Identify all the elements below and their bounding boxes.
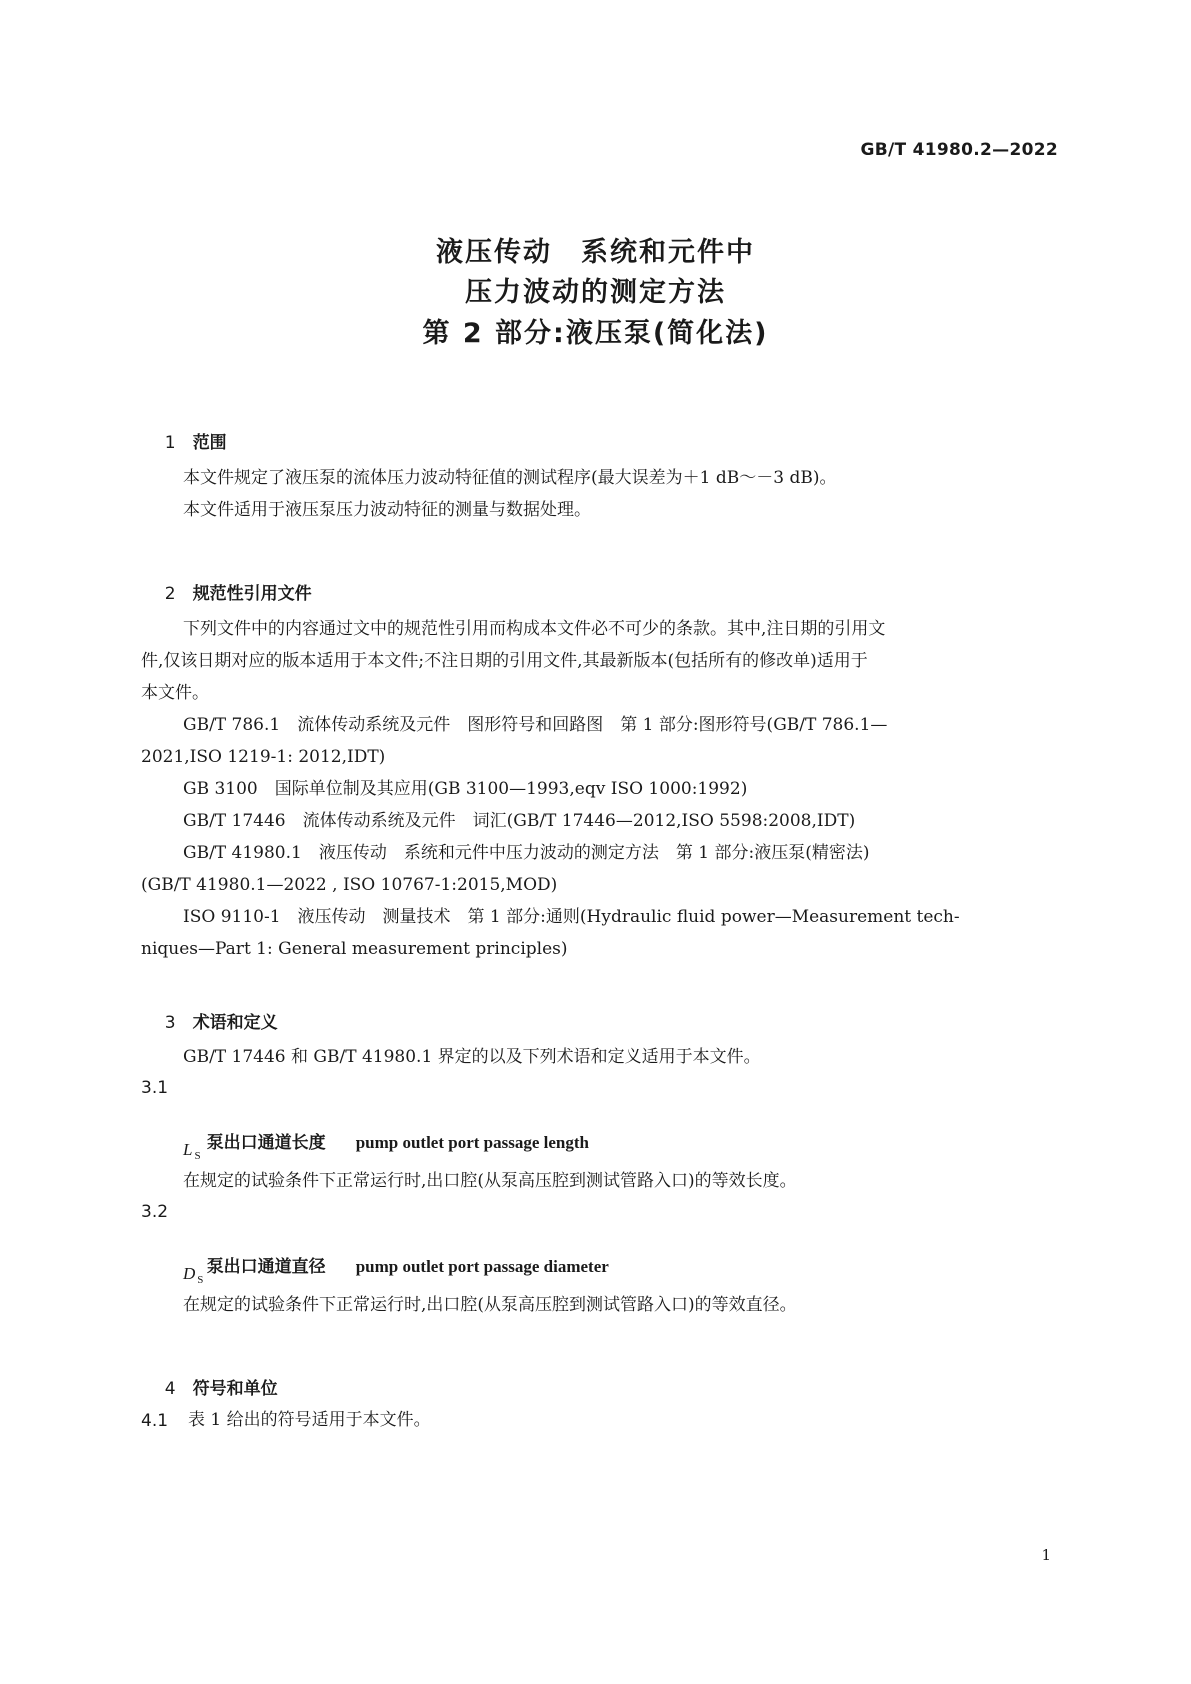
reference-5-line-1: ISO 9110-1 液压传动 测量技术 第 1 部分:通则(Hydraulic fluid power—Measurement tech-: [183, 907, 960, 927]
title-line-2: 压力波动的测定方法: [465, 277, 726, 308]
standard-code: GB/T 41980.2—2022: [860, 140, 1058, 160]
clause-4-1-text: 表 1 给出的符号适用于本文件。: [188, 1410, 431, 1430]
symbol-subscript: S: [197, 1274, 204, 1287]
section-2-intro-line-3: 本文件。: [141, 683, 209, 703]
reference-1-line-1: GB/T 786.1 流体传动系统及元件 图形符号和回路图 第 1 部分:图形符号(GB/T 786.1—: [183, 715, 888, 735]
symbol-letter: L: [183, 1140, 193, 1159]
term-name-en: pump outlet port passage length: [355, 1133, 589, 1152]
clause-4-1-number: 4.1: [141, 1411, 169, 1431]
term-symbol: [183, 1264, 203, 1286]
section-title: 术语和定义: [192, 1013, 278, 1033]
reference-4-line-1: GB/T 41980.1 液压传动 系统和元件中压力波动的测定方法 第 1 部分:液压泵(精密法): [183, 843, 870, 863]
term-number: 3.1: [141, 1078, 169, 1098]
page-number: 1: [1041, 1546, 1051, 1564]
section-3-intro: GB/T 17446 和 GB/T 41980.1 界定的以及下列术语和定义适用于本文件。: [183, 1047, 761, 1067]
term-name: [183, 1108, 589, 1173]
reference-3: GB/T 17446 流体传动系统及元件 词汇(GB/T 17446—2012,ISO 5598:2008,IDT): [183, 811, 856, 831]
section-number: 1: [164, 433, 176, 453]
section-1-para-1: 本文件规定了液压泵的流体压力波动特征值的测试程序(最大误差为＋1 dB～－3 dB)。: [183, 468, 837, 488]
title-line-3: 第 2 部分:液压泵(简化法): [422, 318, 769, 349]
term-name-zh: 泵出口通道长度: [206, 1133, 326, 1153]
section-2-intro-line-2: 件,仅该日期对应的版本适用于本文件;不注日期的引用文件,其最新版本(包括所有的修改单)适用于: [141, 651, 868, 671]
section-title: 范围: [192, 433, 227, 453]
term-name: [183, 1232, 609, 1297]
term-definition: 在规定的试验条件下正常运行时,出口腔(从泵高压腔到测试管路入口)的等效长度。: [183, 1171, 797, 1191]
term-name-zh: 泵出口通道直径: [206, 1257, 326, 1277]
section-number: 2: [164, 584, 176, 604]
section-1-para-2: 本文件适用于液压泵压力波动特征的测量与数据处理。: [183, 500, 591, 520]
symbol-letter: D: [183, 1264, 196, 1283]
symbol-subscript: S: [194, 1150, 201, 1163]
term-name-en: pump outlet port passage diameter: [355, 1257, 609, 1276]
section-number: 3: [164, 1013, 176, 1033]
title-line-1: 液压传动 系统和元件中: [436, 237, 755, 268]
term-symbol: [183, 1140, 201, 1162]
reference-1-line-2: 2021,ISO 1219-1: 2012,IDT): [141, 747, 386, 767]
section-title: 规范性引用文件: [192, 584, 312, 604]
reference-4-line-2: (GB/T 41980.1—2022 , ISO 10767-1:2015,MOD): [141, 875, 558, 895]
term-number: 3.2: [141, 1202, 169, 1222]
section-2-intro-line-1: 下列文件中的内容通过文中的规范性引用而构成本文件必不可少的条款。其中,注日期的引用文: [183, 619, 886, 639]
section-title: 符号和单位: [192, 1379, 278, 1399]
reference-5-line-2: niques—Part 1: General measurement principles): [141, 939, 568, 959]
section-number: 4: [164, 1379, 176, 1399]
reference-2: GB 3100 国际单位制及其应用(GB 3100—1993,eqv ISO 1000:1992): [183, 779, 748, 799]
term-definition: 在规定的试验条件下正常运行时,出口腔(从泵高压腔到测试管路入口)的等效直径。: [183, 1295, 797, 1315]
